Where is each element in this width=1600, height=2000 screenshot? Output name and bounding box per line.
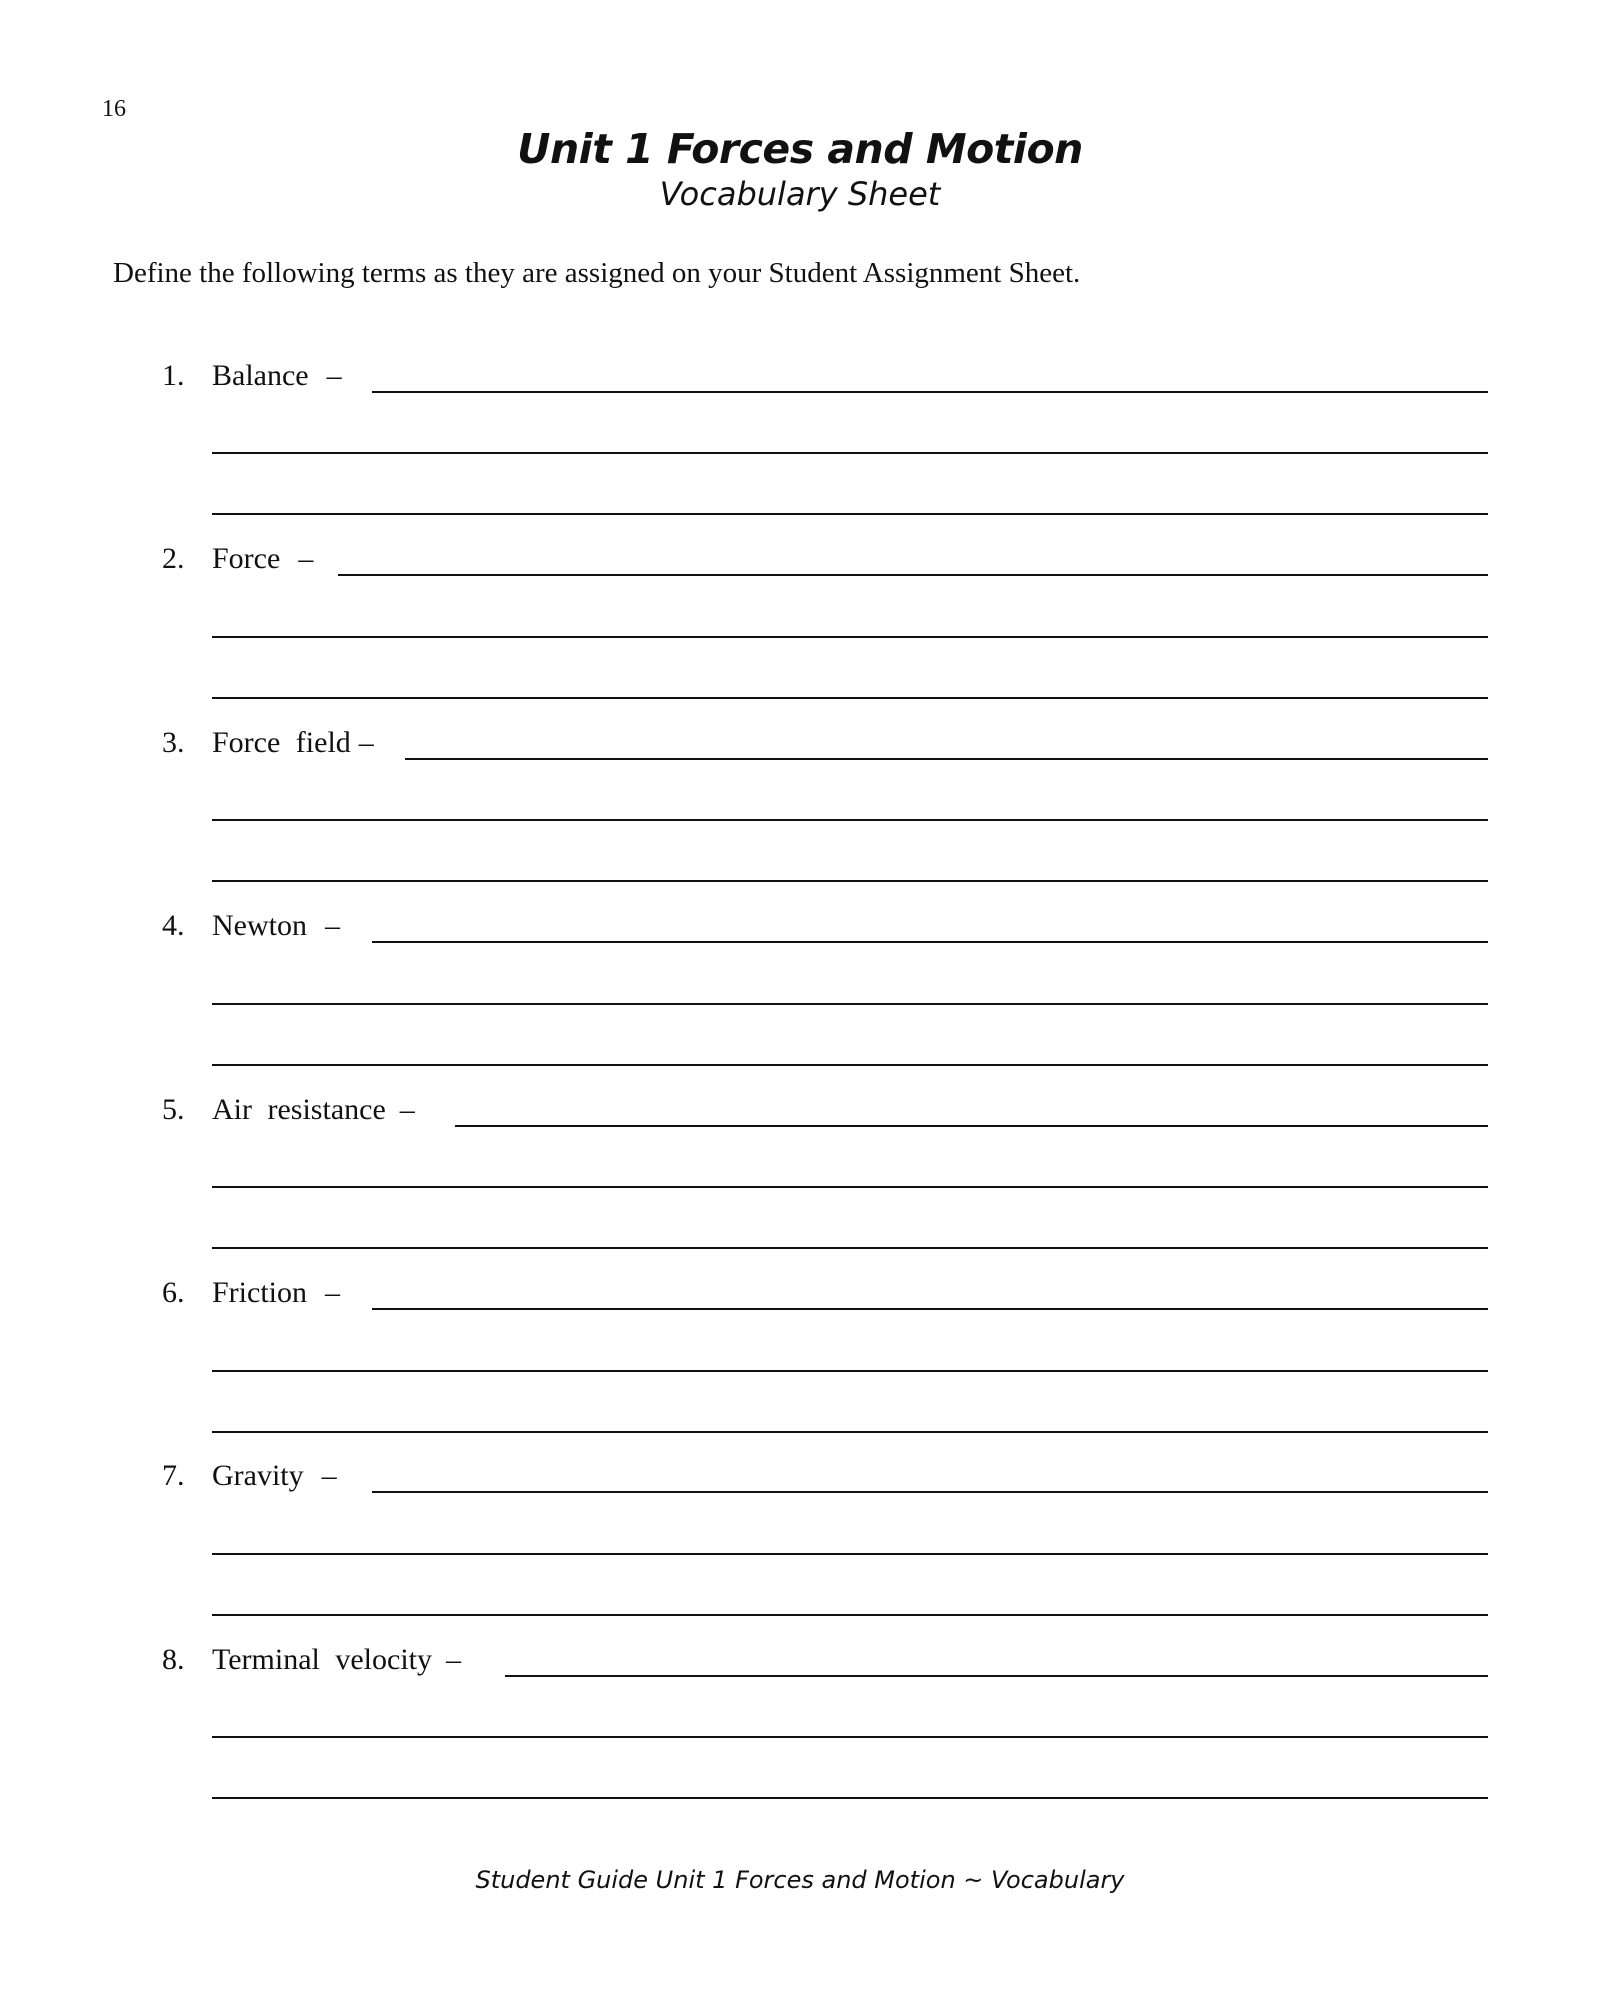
item-term: Terminal velocity	[212, 1643, 432, 1676]
answer-line-1[interactable]	[405, 758, 1488, 760]
instructions: Define the following terms as they are assigned on your Student Assignment Sheet.	[113, 257, 1081, 289]
answer-line-3[interactable]	[212, 880, 1488, 882]
answer-line-3[interactable]	[212, 1247, 1488, 1249]
item-term-row	[212, 361, 342, 391]
item-dash: –	[399, 1093, 415, 1126]
item-dash: –	[298, 542, 314, 575]
answer-line-1[interactable]	[372, 1491, 1488, 1493]
item-number: 4.	[162, 909, 185, 942]
item-term: Gravity	[212, 1459, 304, 1492]
item-number: 8.	[162, 1643, 185, 1676]
answer-line-3[interactable]	[212, 513, 1488, 515]
item-dash: –	[325, 1276, 340, 1309]
item-term-row	[212, 1461, 337, 1491]
item-term: Force	[212, 542, 281, 575]
item-number: 3.	[162, 726, 185, 759]
answer-line-2[interactable]	[212, 636, 1488, 638]
answer-line-3[interactable]	[212, 1614, 1488, 1616]
page-footer: Student Guide Unit 1 Forces and Motion ~ Vocabulary	[475, 1866, 1125, 1894]
answer-line-3[interactable]	[212, 1064, 1488, 1066]
item-term: Newton	[212, 909, 307, 942]
item-term: Force field	[212, 726, 351, 759]
item-term-row	[212, 728, 374, 758]
answer-line-1[interactable]	[372, 391, 1488, 393]
item-term-row	[212, 911, 340, 941]
item-dash: –	[324, 909, 340, 942]
answer-line-2[interactable]	[212, 1370, 1488, 1372]
answer-line-1[interactable]	[372, 941, 1488, 943]
page-subtitle: Vocabulary Sheet	[659, 175, 941, 213]
answer-line-2[interactable]	[212, 1736, 1488, 1738]
answer-line-2[interactable]	[212, 452, 1488, 454]
answer-line-1[interactable]	[338, 574, 1488, 576]
answer-line-3[interactable]	[212, 697, 1488, 699]
item-term: Balance	[212, 359, 309, 392]
item-dash: –	[358, 726, 374, 759]
page-number: 16	[102, 96, 126, 122]
item-number: 6.	[162, 1276, 185, 1309]
answer-line-2[interactable]	[212, 1003, 1488, 1005]
item-dash: –	[326, 359, 342, 392]
item-dash: –	[446, 1643, 461, 1676]
answer-line-3[interactable]	[212, 1797, 1488, 1799]
page-title: Unit 1 Forces and Motion	[517, 125, 1083, 173]
item-number: 7.	[162, 1459, 185, 1492]
answer-line-1[interactable]	[455, 1125, 1488, 1127]
item-term-row	[212, 1645, 461, 1675]
item-number: 5.	[162, 1093, 185, 1126]
item-term-row	[212, 544, 313, 574]
item-number: 2.	[162, 542, 185, 575]
answer-line-2[interactable]	[212, 1553, 1488, 1555]
item-term-row	[212, 1095, 415, 1125]
item-number: 1.	[162, 359, 185, 392]
item-term-row	[212, 1278, 340, 1308]
answer-line-2[interactable]	[212, 1186, 1488, 1188]
answer-line-1[interactable]	[505, 1675, 1488, 1677]
item-term: Air resistance	[212, 1093, 386, 1126]
answer-line-3[interactable]	[212, 1431, 1488, 1433]
item-dash: –	[321, 1459, 337, 1492]
answer-line-2[interactable]	[212, 819, 1488, 821]
answer-line-1[interactable]	[372, 1308, 1488, 1310]
item-term: Friction	[212, 1276, 307, 1309]
